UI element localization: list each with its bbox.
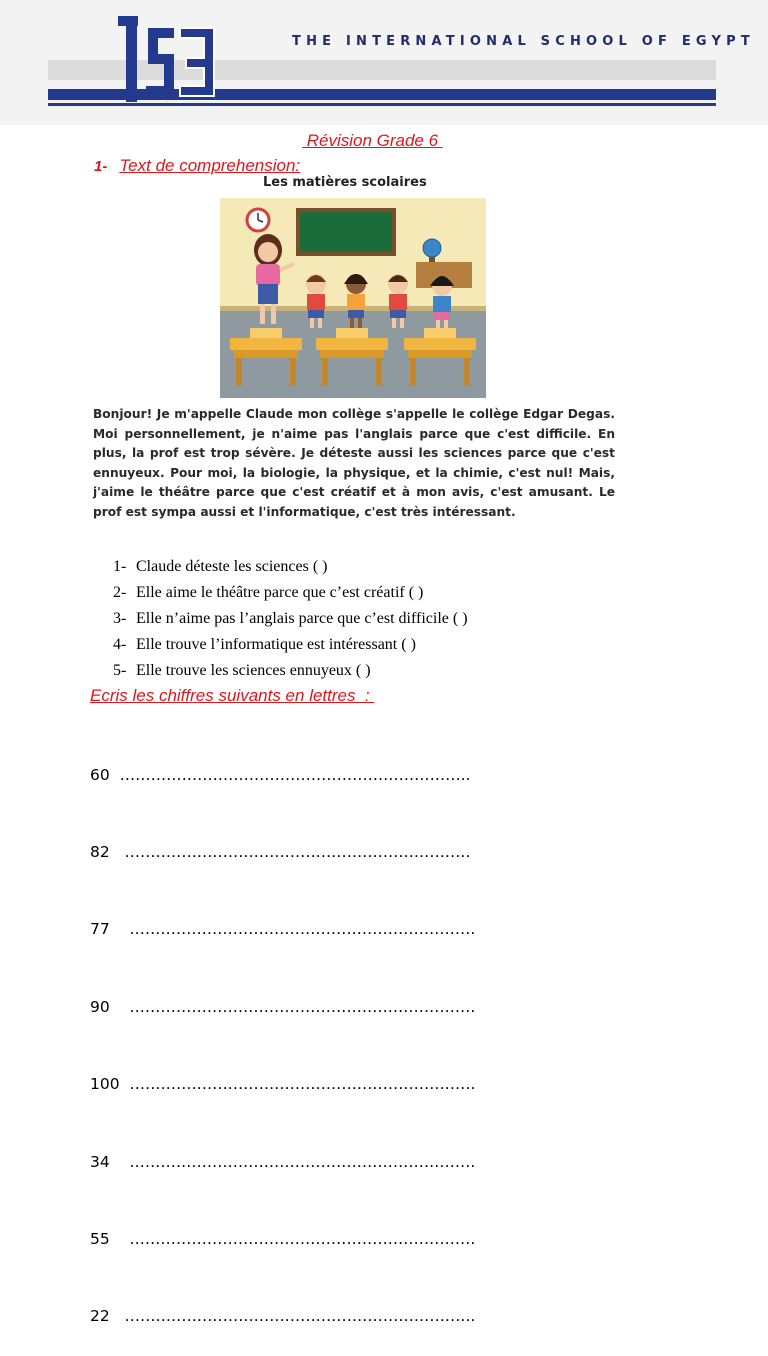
clock-icon — [247, 209, 269, 231]
number-line: 77 …………………………………………………………. — [90, 920, 476, 939]
school-name: THE INTERNATIONAL SCHOOL OF EGYPT — [292, 34, 755, 49]
question-item: 5- Elle trouve les sciences ennuyeux ( ) — [113, 662, 371, 679]
number-line: 34 …………………………………………………………. — [90, 1152, 476, 1171]
logo-text: ISE — [166, 102, 168, 103]
question-item: 1- Claude déteste les sciences ( ) — [113, 558, 328, 575]
classroom-illustration — [220, 198, 486, 398]
question-item: 2- Elle aime le théâtre parce que c’est créatif ( ) — [113, 584, 424, 601]
school-header — [0, 0, 768, 125]
comprehension-questions — [113, 554, 468, 684]
question-item: 3- Elle n’aime pas l’anglais parce que c’est difficile ( ) — [113, 610, 468, 627]
revision-title: Révision Grade 6 — [302, 131, 443, 150]
number-line: 100 …………………………………………………………. — [90, 1075, 476, 1094]
number-line: 60 ………………………………………………………….. — [90, 765, 471, 784]
section-1-number: 1- — [94, 158, 108, 175]
reading-passage: Bonjour! Je m'appelle Claude mon collège s'appelle le collège Edgar Degas. Moi personnellement, je n'aime pas l'anglais parce que c'est difficile. En plus, la prof est trop sévère. Je déteste aussi les sciences parce que c'est ennuyeux. Pour moi, la biologie, la physique, et la chimie, c'est nul! Mais, j'aime le théâtre parce que c'est créatif et à mon avis, c'est amusant. Le prof est sympa aussi et l'informatique, c'est très intéressant. — [93, 407, 615, 519]
number-line: 90 …………………………………………………………. — [90, 997, 476, 1016]
article-title: Les matières scolaires — [263, 175, 427, 190]
school-logo-icon — [116, 16, 216, 104]
number-line: 82 …………………………………………………………. — [90, 842, 471, 861]
number-exercise-list — [90, 711, 475, 1356]
chalkboard-icon — [296, 208, 396, 256]
number-line: 22 ………………………………………………………….. — [90, 1307, 476, 1326]
section-1-title: Text de comprehension: — [119, 156, 301, 175]
number-line: 55 …………………………………………………………. — [90, 1229, 476, 1248]
question-item: 4- Elle trouve l’informatique est intéressant ( ) — [113, 636, 416, 653]
section-1-heading — [94, 156, 300, 176]
section-2-title: Ecris les chiffres suivants en lettres : — [90, 686, 375, 705]
